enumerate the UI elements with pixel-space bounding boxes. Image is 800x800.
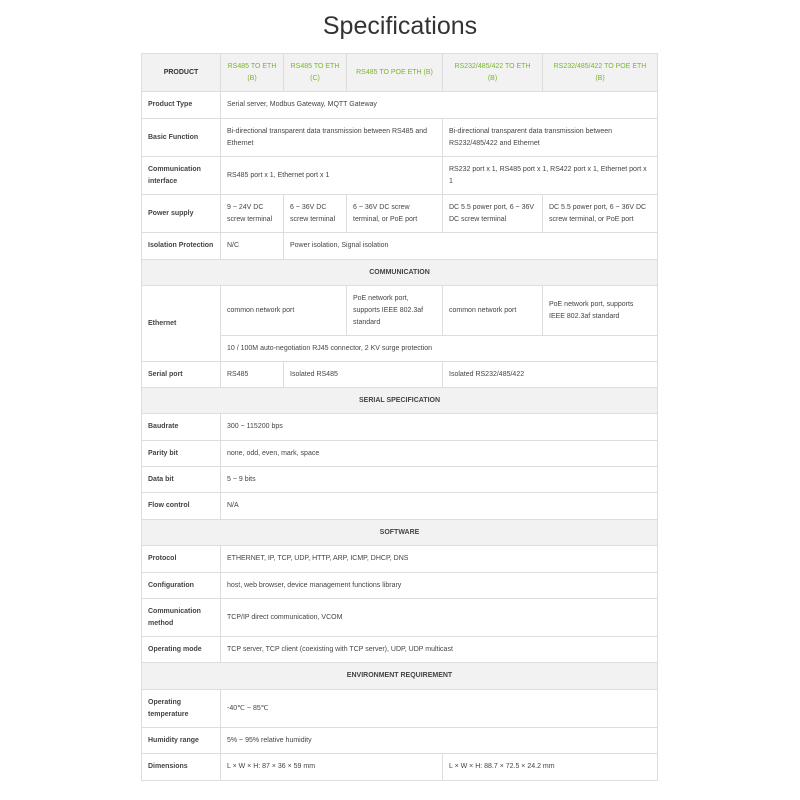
label-data-bit: Data bit [142,467,221,493]
value-comm-interface-a: RS485 port x 1, Ethernet port x 1 [221,157,443,195]
section-communication [142,260,658,286]
section-software [142,520,658,546]
value-serial-port-3: Isolated RS232/485/422 [443,362,658,388]
value-baudrate: 300 ~ 115200 bps [221,414,658,441]
value-power-supply-2: 6 ~ 36V DC screw terminal [284,195,347,233]
row-operating-mode [142,637,658,663]
value-ethernet-common: 10 / 100M auto-negotiation RJ45 connector, 2 KV surge protection [221,336,658,362]
spec-table [141,53,658,781]
row-data-bit [142,467,658,493]
label-ethernet: Ethernet [142,286,221,362]
section-title-software: SOFTWARE [142,520,658,546]
row-operating-temperature [142,690,658,728]
value-isolation-b: Power isolation, Signal isolation [284,233,658,260]
section-title-environment: ENVIRONMENT REQUIREMENT [142,663,658,690]
row-ethernet [142,286,658,336]
label-operating-temperature: Operating temperature [142,690,221,728]
label-power-supply: Power supply [142,195,221,233]
value-power-supply-3: 6 ~ 36V DC screw terminal, or PoE port [347,195,443,233]
value-operating-mode: TCP server, TCP client (coexisting with TCP server), UDP, UDP multicast [221,637,658,663]
label-flow-control: Flow control [142,493,221,520]
value-flow-control: N/A [221,493,658,520]
row-baudrate [142,414,658,441]
row-flow-control [142,493,658,520]
value-configuration: host, web browser, device management functions library [221,573,658,599]
section-serial [142,388,658,414]
value-humidity: 5% ~ 95% relative humidity [221,728,658,754]
label-basic-function: Basic Function [142,119,221,157]
value-power-supply-5: DC 5.5 power port, 6 ~ 36V DC screw terminal, or PoE port [543,195,658,233]
label-isolation: Isolation Protection [142,233,221,260]
value-product-type: Serial server, Modbus Gateway, MQTT Gateway [221,92,658,119]
value-power-supply-4: DC 5.5 power port, 6 ~ 36V DC screw terminal [443,195,543,233]
model-rs232-485-422-poe-eth-b: RS232/485/422 TO POE ETH (B) [543,54,658,92]
value-ethernet-4: PoE network port, supports IEEE 802.3af standard [543,286,658,336]
value-dimensions-a: L × W × H: 87 × 36 × 59 mm [221,754,443,781]
value-basic-function-b: Bi-directional transparent data transmission between RS232/485/422 and Ethernet [443,119,658,157]
section-title-serial: SERIAL SPECIFICATION [142,388,658,414]
label-baudrate: Baudrate [142,414,221,441]
model-rs485-eth-b: RS485 TO ETH (B) [221,54,284,92]
header-row [142,54,658,92]
row-product-type [142,92,658,119]
label-configuration: Configuration [142,573,221,599]
row-isolation [142,233,658,260]
label-product-type: Product Type [142,92,221,119]
model-rs485-poe-eth-b: RS485 TO POE ETH (B) [347,54,443,92]
label-serial-port: Serial port [142,362,221,388]
value-isolation-a: N/C [221,233,284,260]
value-parity: none, odd, even, mark, space [221,441,658,467]
page-title: Specifications [322,12,478,40]
row-comm-method [142,599,658,637]
value-protocol: ETHERNET, IP, TCP, UDP, HTTP, ARP, ICMP, DHCP, DNS [221,546,658,573]
value-ethernet-2: PoE network port, supports IEEE 802.3af standard [347,286,443,336]
row-comm-interface [142,157,658,195]
value-dimensions-b: L × W × H: 88.7 × 72.5 × 24.2 mm [443,754,658,781]
row-serial-port [142,362,658,388]
label-dimensions: Dimensions [142,754,221,781]
row-protocol [142,546,658,573]
section-title-communication: COMMUNICATION [142,260,658,286]
value-basic-function-a: Bi-directional transparent data transmission between RS485 and Ethernet [221,119,443,157]
value-serial-port-2: Isolated RS485 [284,362,443,388]
row-humidity [142,728,658,754]
row-dimensions [142,754,658,781]
label-operating-mode: Operating mode [142,637,221,663]
row-power-supply [142,195,658,233]
label-parity: Parity bit [142,441,221,467]
label-comm-method: Communication method [142,599,221,637]
value-serial-port-1: RS485 [221,362,284,388]
row-basic-function [142,119,658,157]
section-environment [142,663,658,690]
value-data-bit: 5 ~ 9 bits [221,467,658,493]
label-humidity: Humidity range [142,728,221,754]
value-power-supply-1: 9 ~ 24V DC screw terminal [221,195,284,233]
value-operating-temperature: -40℃ ~ 85℃ [221,690,658,728]
row-parity [142,441,658,467]
value-comm-interface-b: RS232 port x 1, RS485 port x 1, RS422 port x 1, Ethernet port x 1 [443,157,658,195]
model-rs232-485-422-eth-b: RS232/485/422 TO ETH (B) [443,54,543,92]
label-comm-interface: Communication interface [142,157,221,195]
product-header: PRODUCT [142,54,221,92]
value-comm-method: TCP/IP direct communication, VCOM [221,599,658,637]
value-ethernet-3: common network port [443,286,543,336]
model-rs485-eth-c: RS485 TO ETH (C) [284,54,347,92]
label-protocol: Protocol [142,546,221,573]
value-ethernet-1: common network port [221,286,347,336]
row-configuration [142,573,658,599]
